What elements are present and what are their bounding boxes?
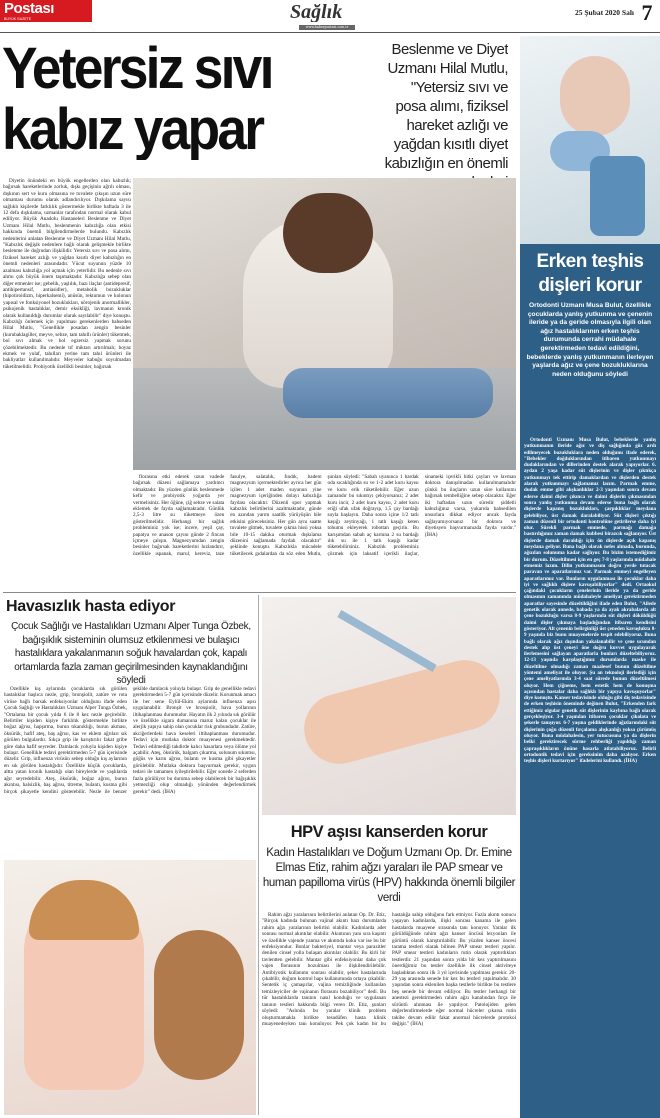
- sidebar-title: Erken teşhis dişleri korur: [536, 251, 644, 296]
- main-deck: Beslenme ve Diyet Uzmanı Hilal Mutlu, "Yetersiz sıvı ve posa alımı, fiziksel hareket azlığı ve yağdan kısıtlı diyet kabızlığın en önemli: [384, 41, 508, 172]
- hpv-lead: Kadın Hastalıkları ve Doğum Uzmanı Op. Dr. Emine Elmas Etiz, rahim ağzı yaraları ile PAP smear ve human papilloma virüs (HPV) hakkında önemli bilgiler verdi: [262, 847, 516, 904]
- hpv-body: Rahim ağzı yaralarının belirtilerini anlatan Op. Dr. Etiz, "Birçok kadında bulunan vajinal akıntı bazı durumlarda rahim ağzı yaralarının belirtisi olabilir. Kadınlarda adet sonrası normal akıntılar olabilir. Akıntının yanı sıra kaşıntı ve özellikle vajende yanma ve akıntıda koku var ise bu bir enfeksiyondur. Bunlar bakteriyel, mantar veya parazitler denilen cinsel yolla bulaşan akıntılar olabilir. Bu kirli bir tavlentten gelebilir. Mantar gibi enfeksiyonlar daha çok vajen florasının bozulması ile ilişkilendirilebilir. Antibiyotik kullanımı sonrası olabilir, şeker hastalarında çıkabilir, doğum kontrol hapı kullanımında ortaya çıkabilir. Sentetik iç çamaşırlar, vajina temizliğinde kullanılan temizleyiciler de vajinanın florasını bozabiliyor" dedi. Bu tür hastalıklarda tanının nasıl konduğu ve uygulanan tanının testleri hakkında bilgi veren Dr. Etiz, şunları söyledi: "Aslında bu yaralar klinik problem oluşturmamakla birlikte tesadüfen hasta klinik muayenedeyken tanı konuluyor. Pek çok kadın bir bu hastalığa sahip olduğunu fark etmiyor. Fazla akıntı sonucu yaşayan kadınlarda, ilişki sonrası kanama ile gelen hastalarda muayene sırasında tanı konuyor. Yaralar ilk görüldüğünde rahim ağzı kanser öncüsü lezyonları ile görüntü olarak karıştırılabilir. Bu yüzden kanser öncesi tarama testleri olarak bilinen PAP smear testleri yapılır. PAP smear testleri kadınların rutin olarak yaptırdıkları testlerdir. 21 yaşından sonra yılda bir kez yaptırılmasını önerdiğimiz bu testler özellikle ilk cinsel aktiviteye başladıktan sonra ilk 3 yıl içerisinde yapılması gerekir. 20-29 yaş arasında senede bir kez bu testleri yapılmalıdır. 30 yaşından sonra eklenilen başka testlerle birlikte bu testlere beş senede bir devam ediliyor. Bu testler herhangi bir anestezi gerektirmeden rahim ağzı kanalından fırça ile sürüntü alınması ile yapılıyor. Patolojiden gelen değerlendirmelerde eğer normal hücreler çıkarsa rutin takibe devam edilir fakat anormal hücrelerde protokol değişir." (İHA): [262, 912, 516, 1027]
- page-number: 7: [641, 0, 653, 25]
- header-rule: [0, 32, 660, 33]
- issue-date: 25 Şubat 2020 Salı: [575, 8, 634, 17]
- section-title: Sağlık: [290, 2, 343, 22]
- havasizlik-title: Havasızlık hasta ediyor: [6, 598, 176, 615]
- main-article-col2: florasına etki ederek uzun vadede bağırsak düzeni sağlamaya yardımcı olmaktadır. Bu yüzden günlük beslenmede kefir ve probiyotik yoğurda yer vermelisiniz. Her öğüne, çiğ sebze ve salata eklemek de fayda sağlamaktadır. Günlük 2,5-3 litre su tüketmeye özen gösterilmelidir. Herhangi bir sağlık probleminiz yok ise; incere, yeşil çay, papatya ve anason çayını günde 2 fincan içmeye çalışın. Magnezyumdan zengin besinler bağırsak hareketlerini hızlandırır, özellikle ıspanak, marul, kereviz, taze fasulye, salatalık, fındık, badem magnezyum içermektedirler ayrıca her gün içilen 1 adet maden suyunun yine magnezyum içeriğinden dolayı kabızlığa faydası olacaktır. Düzenli spor yapmak kabızlık belirtilerini azaltmaktadır, günde en azından yarım saatlik yürüyüşün bile etkisini göreceksiniz. Her gün aynı saatte tuvalete gitmek, tuvalete çıkma hissi yoksa bile 10-15 dakika oturmak dışkılama düzenini sağlamada faydalı olacaktır" şeklinde konuştu. Kabızlıkla mücadele tüketilecek gıdalardan da söz eden Mutlu, şunları söyledi: "Sabah uyanınca 1 bardak oda sıcaklığında su ve 1-2 adet kuru kayısı ve kuru erik tüketilebilir. Eğer uzun zamandır bu sıkıntıyı çekiyorsanız; 2 adet kuru incir, 2 adet kuru kayısı, 2 adet kuru eriği ufak ufak doğrayıp, 1,5 çay bardağı suyla haşlayın. Daha sonra içine 1/2 tatlı kaşığı zeytinyağı, 1 tatlı kaşığı keten tohumu ekleyerek robottan geçirin. Bu karışımdan sabah aç karnına 2 su bardağı ılık su ile 1 tatlı kaşığı kadar tüketebilirsiniz. Kabızlık probleminiz çözmek için laksatif içerikli ilaçlar, sinameki içerikli bitki çayları ve lavman doktora danışılmadan kullanılmamalıdır çünkü bu ilaçların uzun süre kullanımı bağırsak tembelliğine sebep olacaktır. Eğer iki haftadan uzun süredir şiddetli kabızlığınız varsa, yukarıda bahsedilen unsurlara dikkat ediyor ancak fayda sağlayamıyorsanız bir doktora ve diyetisyen başvurmanızda fayda vardır." (İHA): [133, 474, 516, 557]
- column-divider: [258, 595, 259, 1115]
- havasizlik-body: Özellikle kış aylarında çocuklarda sık görülen hastalıklar başlıca nezle, grip, bronşiolit, zatüre ve rota virüse bağlı barsak enfeksiyonlar olduğunu ifade eden Çocuk Sağlığı ve Hastalıkları Uzmanı Alper Tunga Özbek, "Ortalama bir çocuk yılda 6 ile 8 kez nezle geçirebilir. Belirtiler kişiden kişiye farklılık göstermekle birlikte boğaz ağrısı, hapşırma, burun tıkanıklığı, burun akması, öksürük, hafif ateş, baş ağrısı, kas ve eklem ağrıları sık görülen bulgulardır. Sıkça grip ile karıştırılır fakat gribe göre daha hafif seyreder. Damlacık yoluyla kişiden kişiye bulaşır. Genellikle tedavi gerektirmeden 5-7 gün içerisinde düzelir. Grip, influenza virüsün sebep olduğu kış aylarının en sık görülen hastalığıdır. Özellikle küçük çocuklarda, altta yatan kronik hastalığı olan bireylerde ve yaşlılarda ağır seyredebilir. Ateş, öksürük, boğaz ağrısı, burun akıntısı, halsizlik, baş ağrısı, titreme, bulantı, kusma gibi birçok şikayetle kendini gösterebilir. Nezle ile benzer şekilde damlacık yoluyla bulaşır. Grip de genellikle tedavi gerektirmeden 5-7 gün içerisinde düzelir. Korunmak amacı ile her sene Eylül-Ekim aylarında influenza aşısı uygulanabilir. Bronşit ve bronşiolit, hava yollarının iltihaplanması durumudur. Hayatın ilk 2 yılında sık görülür ve özellikle sigara dumanına maruz kalan çocuklar ile alerjik yapıya sahip olan çocuklar risk grubundadır. Zatüre, akciğerlerdeki hava keseleri iltihaplanması durumudur. Tedavi için mutlaka doktor muayenesi gerekmektedir. Tedavi edilmediği takdirde kalıcı hasarlara veya ölüme yol açabilir. Ateş, öksürük, balgam çıkarma, solunum sıkıntısı, göğüs ve karın ağrısı, bulantı ve kusma gibi şikayetler görülebilir. Mutlaka doktora başvurmak gerekir, uygun tedavi ile tamamen iyileştirilebilir. Eğer sonede 2 seferden fazla görülüyor bu duruma sebep olabilecek bir bağışıklık yetmezliği olup olmadığı yönünden değerlendirmek gerekir" dedi. (İHA): [4, 686, 256, 795]
- vaccine-photo: [262, 597, 516, 815]
- newspaper-logo: Postası BÜYÜK GAZETE: [0, 0, 92, 22]
- main-headline: Yetersiz sıvı kabız yapar: [2, 38, 272, 160]
- sidebar-lead: Ortodonti Uzmanı Musa Bulut, özellikle çocuklarda yanlış yutkunma ve çenenin ileride ya da geride olmasıyla ilgili olan ağız hastalıklarının erken teşhis durumunda cerrahi müdahale gerektirmeden tedavi edildiğini, bebeklerde yanlış yutkunmanın ilerleyen yaşlarda ağız ve çene bozukluklarına neden olduğunu söyledi: [526, 302, 654, 378]
- hpv-title: HPV aşısı kanserden korur: [290, 823, 488, 841]
- site-url: www.haberpostasi.com.tr: [299, 25, 355, 30]
- woman-stomach-pain-photo: [133, 178, 516, 470]
- havasizlik-lead: Çocuk Sağlığı ve Hastalıkları Uzmanı Alper Tunga Özbek, bağışıklık sisteminin olumsuz etkilenmesi ve bulaşıcı hastalıklara yakalanmanın soğuk havalardan çok, kapalı ortamlarda fazla zaman geçirilmesinden kaynaklandığını söyledi: [11, 621, 251, 686]
- sidebar-body: Ortodonti Uzmanı Musa Bulut, bebeklerde yanlış yutkunmanın ileride ağız ve diş sağlığında göz ardı edilmeyecek bozukluklara neden olduğunu ifade ederek, "Bebekler doğduklarından itibaren yutkunmayı dudaklarından ve dillerinden destek alarak yapıyorlar. 6. aydan 2 yaşa kadar süt dişlerinin ve dişler çıktıkça yutkunmayı tek ettirip damaklardan ve dişlerden destek alarak yutkunmayı sağlamamız lazım. Parmak emme, dudak emme gibi alışkanlıklar 2-3 yaşından sonra devam ederse daimi dişler çıkınca ve daimi dişlerin çıkmasından sonra yanlış yutkunma devam ederse buna bağlı olarak dişlerde kapanış bozuklukları, çarpıklıklar meydana gelebiliyor, üst damak daralabiliyor. Süt dişleri çıktığı zaman düzenli bir ortodonti kontrolüne getirilerse daha iyi olur. Sürekli parmak emmede, parmağı damağa bastırdığımız zaman damak kubbesi birazcık sağlanıyor. Üst dişlerde damak daraldığı için ön dişlerde açık kapanış meydana geliyor. Buna bağlı olarak nefes almada, burunda, ağızdan solunuma kadar sağlıyor. Bu bizim istemediğimiz bir durum. Düzeltilmesi için en geç 7-8 yaşlarında müdahale etmemiz lazım. Dilin yutkunmasını doğru yerde tutacak paravan ve aparatlarımız var. Parmak emmeyi engelleyen aparatlarımız var. Bunların uygulanması ile çocuklar daha iyi ve sağlıklı dişlere kavuşabiliyorlar" dedi. Ortaokul çağındaki çocukların çenelerinin ileride ya da geride olmasının zamanında müdahaleyle ameliyat gerektirmeden aparatlar sayesinde düzeltildiğini ifade eden Bulut, "Ailede genetik olarak annede, babada ya da ayak akrabalarda alt çene bozukluğu varsa 8-9 yaşlarında süt dişleri döküldüğü daimi dişler çıkmaya başladığından itibaren kendisini gösteriyor. Alt çenenin belirginliği üst çeneden kavuşlukta 8-9 yaşında biz bunu muayenelerde tespit edebiliyoruz. Buna bağlı olarak ağız dışından yakalanabilir ve çene ucundan destek alıp üst çeneyi öne doğru kuvvet uygulayarak ilerlemesini sağlayan aparatlarla bunları düzeltebiliyoruz. 12-13 yaşında karşılaştığımız durumlarda maske ile düzeltilme olmadığı zaman maalesef bunun düzeltilme yöntemi ameliyat ile oluyor. Şu an teknoloji ilerlediği için çene ameliyatlarında 3-4 saat sürede bunun düzeltilmesi oluyor. Hem çiğneme, hem estetik hem de konuşma açısından hastalar daha sağlıklı bir yapıya kavuşuyorlar" diye konuştu. Kanser tedavisinde olduğu gibi diş tedavisinde de erken teşhisin öneminde değinen Bulut, "Erkenden fark ettiğimiz olgular genetik süt dişlerinin kaybına bağlı olarak gerçekleşiyor. 3-4 yaşından itibaren çocuklar çikolata ve şekerle tanışıyor. 6-7 yaşına geldiklerinde ağızlarındaki süt dişlerinin çoğu düzenli fırçalama alışkanlığı yoksa çürümüş oluyor. Buna müdahalesin, yer tutucusuna ya da dişlerin belki gerektirecek sürme rehberliği yapıldığı zaman çapraşıklıkların önüne hasarla atlatabiliyoruz. Belirli ortodontik tedavi için gereksinim daha azalıyor. Erken teşhis dişleri kurtarıyor" ifadelerini kullandı. (İHA): [524, 437, 656, 765]
- sick-child-photo: [4, 860, 256, 1115]
- section-divider: [3, 592, 516, 593]
- dentist-photo: [520, 36, 660, 244]
- main-article-col1: Diyetin önündeki en büyük engellerden olan kabızlık; bağırsak hareketlerinde zorluk, dışkı geçişinin ağrılı olması, dışkının sert ve kuru olmasına ve tuvalete çıkışın uzun süre olmaması durumu olarak adlandırılıyor. Dışkılama sayısı sağlıklı kişilerde farklılık göstermekle birlikte haftada 3 ile 12 defa dışkılama, uzmanlar tarafından normal olarak kabul ediliyor. Büyük Anadolu Hastaneleri Beslenme ve Diyet Uzmanı Hilal Mutlu, beslenmenin kabızlığa olan etkisi hakkında önemli bilgilendirmelerde bulundu. Kabızlık nedenlerini anlatan Beslenme ve Diyet Uzmanı Hilal Mutlu, "Kabızlık değişik nedenlere bağlı olarak gelişmekle birlikte beslenme ile doğrudan ilişkilidir. Yetersiz sıvı ve posa alımı, fiziksel hareket azlığı ve yağdan kısıtlı diyet kabızlığın en önemli nedenleri arasındadır. Vücut suyunun yüzde 10 azalması kabızlığa yol açmak için yeterlidir. Bu nedenle sıvı alımı çok büyük önem taşımaktadır. Kabızlığa sebep olan diğer etmenler ise; gebelik, yaşlılık, bazı ilaçlar (antidepresif, antihipertansif, antiasidler), metabolik bozukluklar (hipotiroidizm, hiperkalsemi), anüsün, rektumun ve kolonun yapısal ve fonksiyonel bozuklukları, nörojenik anormallikler, psikojenik hastalıklar, demir eksikliği, lavmanın kronik olarak kullanıldığı durumlar olarak sayılabilir" diye konuştu. Kabızlığı önlemek için yapılması gerekenlerden bahseden Hilal Mutlu, "Genellikle posadan zengin besinler (kurubaklagiller, meyve, sebze, tam tahıllı ürünler) tüketmek, bol sıvı almak ve bol egzersiz yapmak sorunu çözebilmektedir. Bu nedenle tıf miktarı artırılmalı; boyaz ekmek ve yulaf, tahılları yerine tam tahıl ürünleri ile bakliyatlar kullanılmalıdır. Meyveler kabuğu soyulmadan tüketilmelidir. Probiyotik özellikli besinler, bağırsak: [3, 178, 131, 370]
